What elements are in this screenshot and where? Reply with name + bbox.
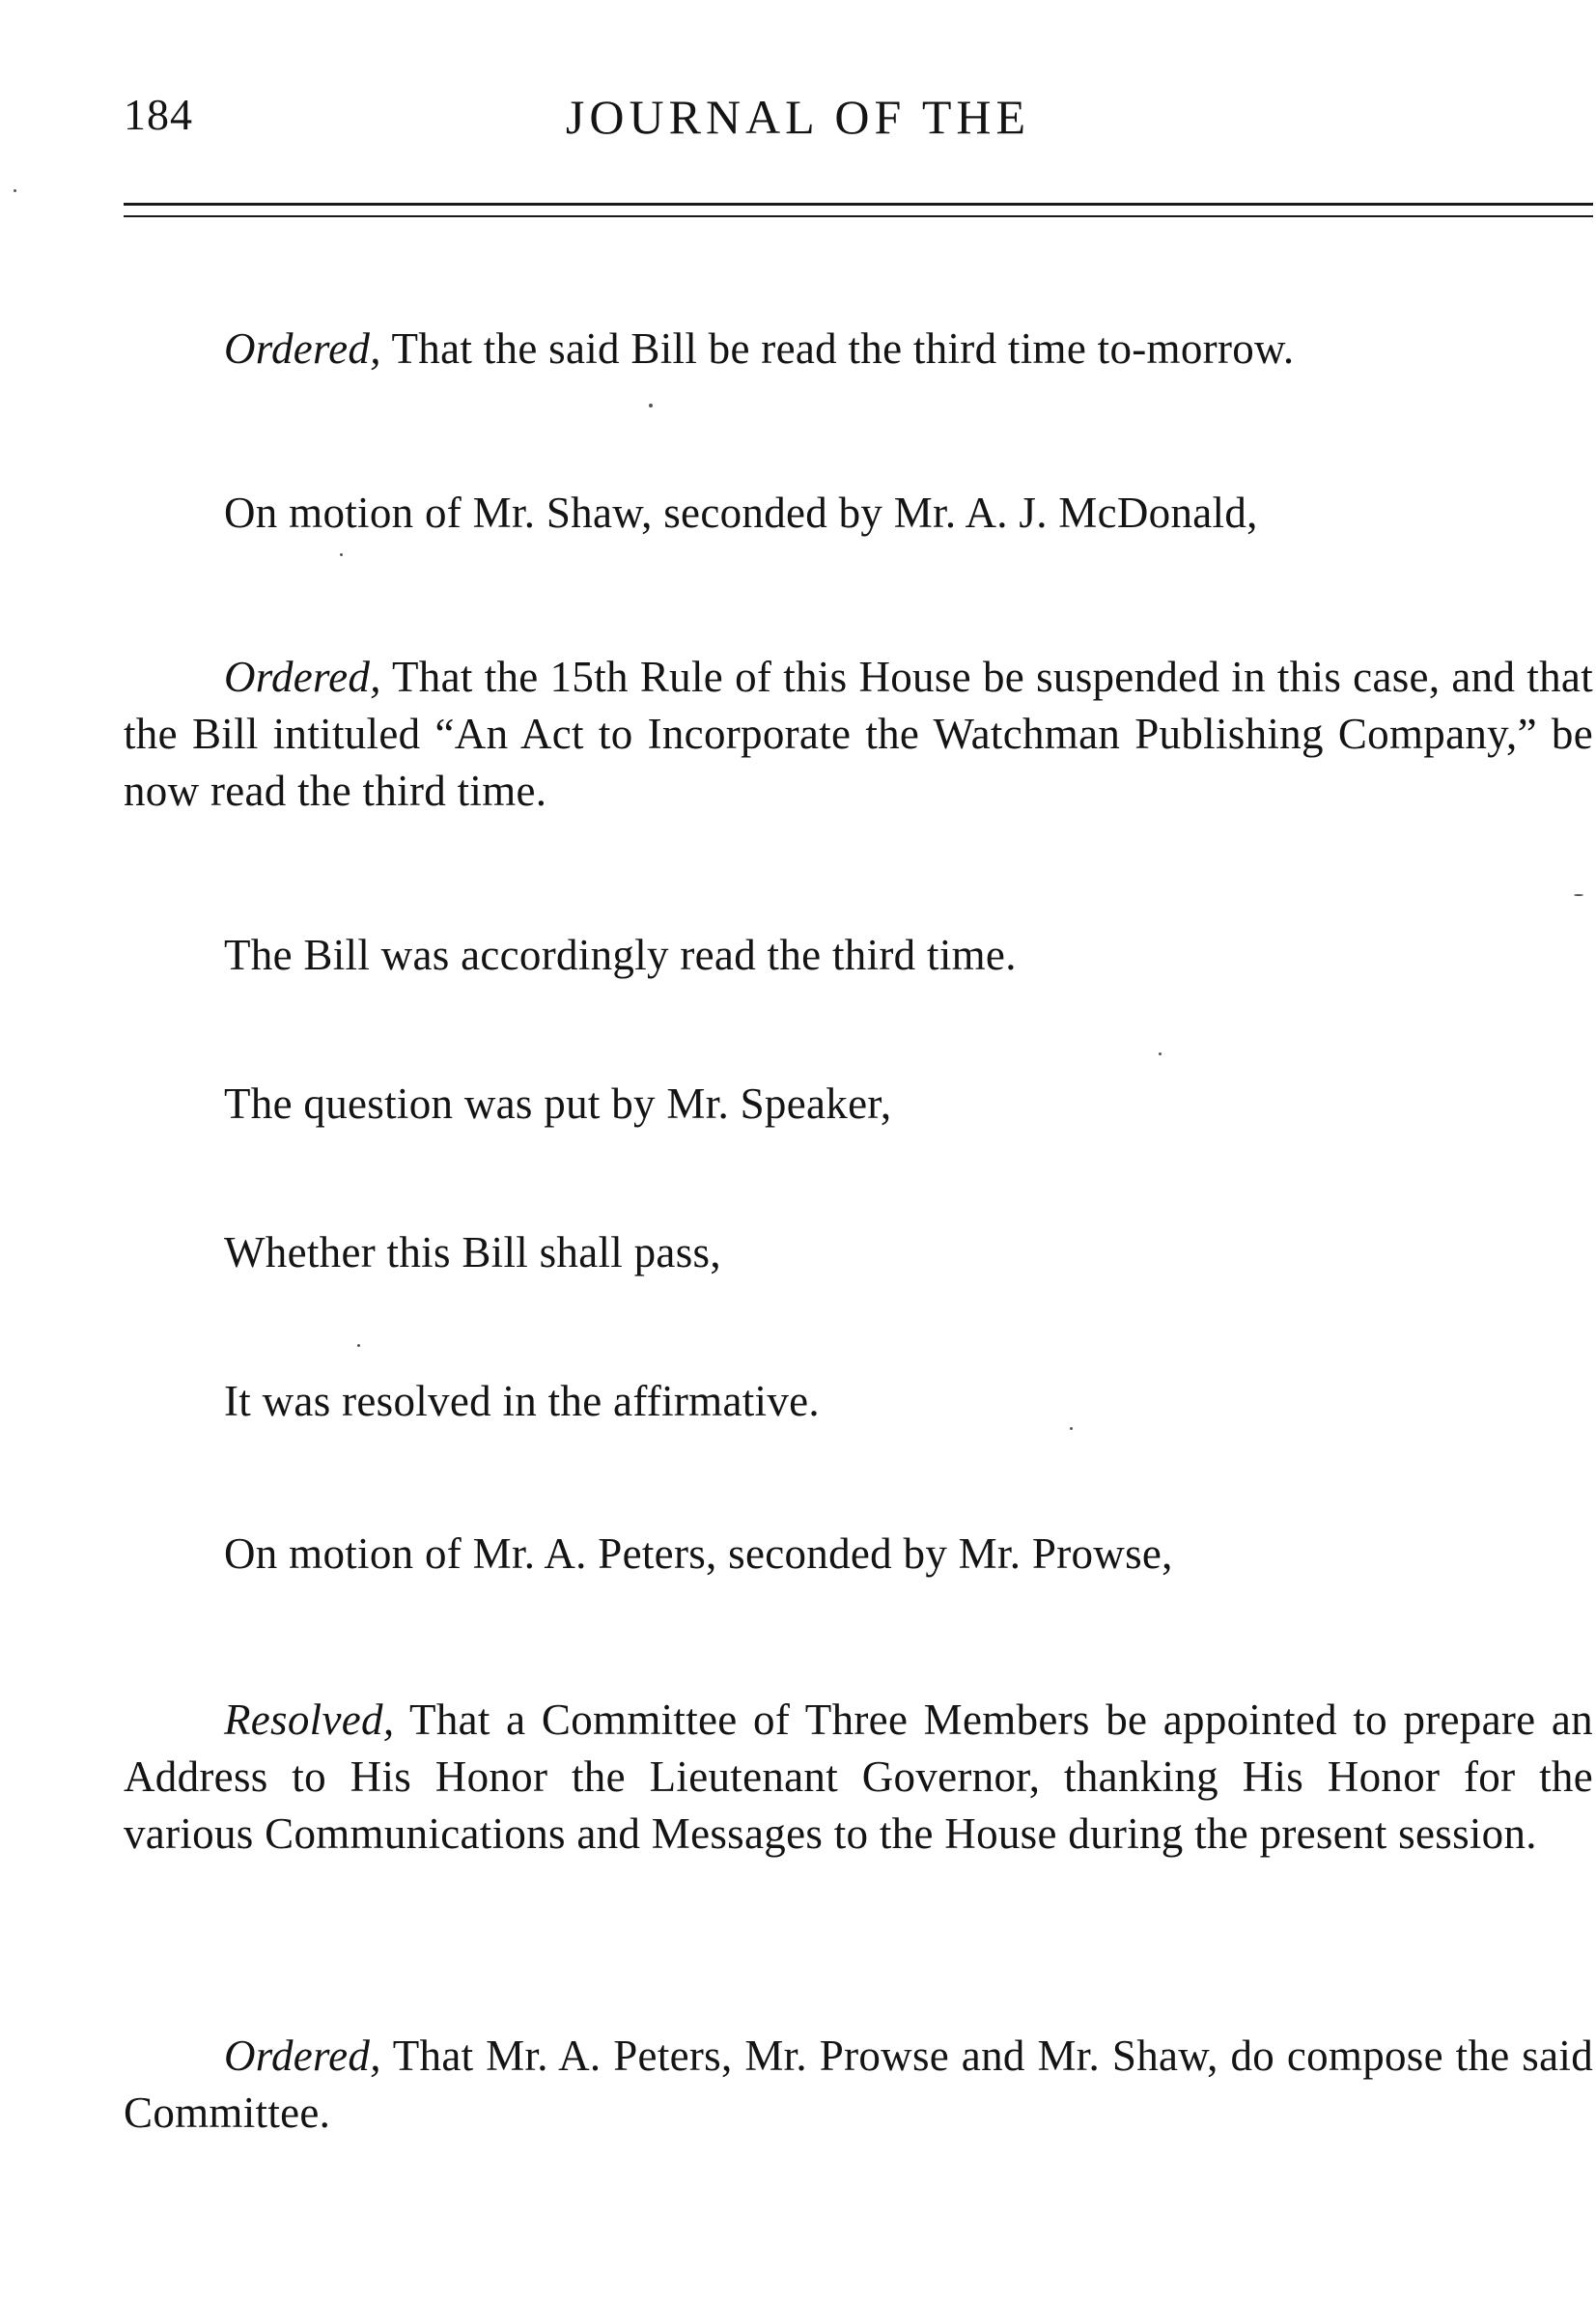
paragraph-text: That the 15th Rule of this House be suspended in this case, and that the Bill intituled “An Act to Incorporate the Watchman Publishing Company,” be now read the third time. (124, 653, 1593, 815)
paragraph-ordered-committee-members (124, 2028, 1593, 2142)
paragraph-resolved-affirmative (124, 1373, 1593, 1430)
paragraph-lead: Ordered, (224, 2032, 381, 2080)
paragraph-text: On motion of Mr. Shaw, seconded by Mr. A. J. McDonald, (224, 489, 1258, 537)
paragraph-resolved-committee (124, 1692, 1593, 1863)
header-rule-thick (124, 203, 1593, 206)
scan-speck (649, 404, 653, 407)
paragraph-motion-shaw (124, 485, 1593, 542)
running-title: JOURNAL OF THE (565, 90, 1031, 144)
paragraph-question-put (124, 1076, 1593, 1133)
paragraph-bill-read (124, 927, 1593, 984)
page-number: 184 (124, 90, 193, 139)
paragraph-text: That the said Bill be read the third time to-morrow. (380, 324, 1295, 373)
scan-speck (14, 189, 16, 192)
scan-speck (1574, 894, 1583, 896)
header-rule-thin (124, 215, 1593, 217)
scan-speck (1070, 1427, 1073, 1430)
scan-speck (340, 553, 343, 556)
scan-speck (1159, 1052, 1162, 1055)
paragraph-text: On motion of Mr. A. Peters, seconded by Mr. Prowse, (224, 1529, 1173, 1578)
paragraph-motion-peters (124, 1526, 1593, 1583)
paragraph-ordered-third-reading (124, 321, 1593, 378)
paragraph-text: Whether this Bill shall pass, (224, 1228, 721, 1276)
paragraph-lead: Ordered, (224, 653, 381, 701)
paragraph-text: The question was put by Mr. Speaker, (224, 1079, 892, 1128)
paragraph-lead: Resolved, (224, 1696, 395, 1744)
paragraph-text: That a Committee of Three Members be appointed to prepare an Address to His Honor the Lieutenant Governor, thanking His Honor for the various Communications and Messages to the House during the present session. (124, 1696, 1593, 1858)
paragraph-text: That Mr. A. Peters, Mr. Prowse and Mr. Shaw, do compose the said Committee. (124, 2032, 1593, 2137)
scan-speck (357, 1344, 360, 1347)
paragraph-whether-pass (124, 1224, 1593, 1281)
paragraph-lead: Ordered, (224, 324, 381, 373)
paragraph-text: The Bill was accordingly read the third time. (224, 931, 1017, 979)
paragraph-ordered-rule-suspended (124, 649, 1593, 820)
paragraph-text: It was resolved in the affirmative. (224, 1377, 820, 1425)
